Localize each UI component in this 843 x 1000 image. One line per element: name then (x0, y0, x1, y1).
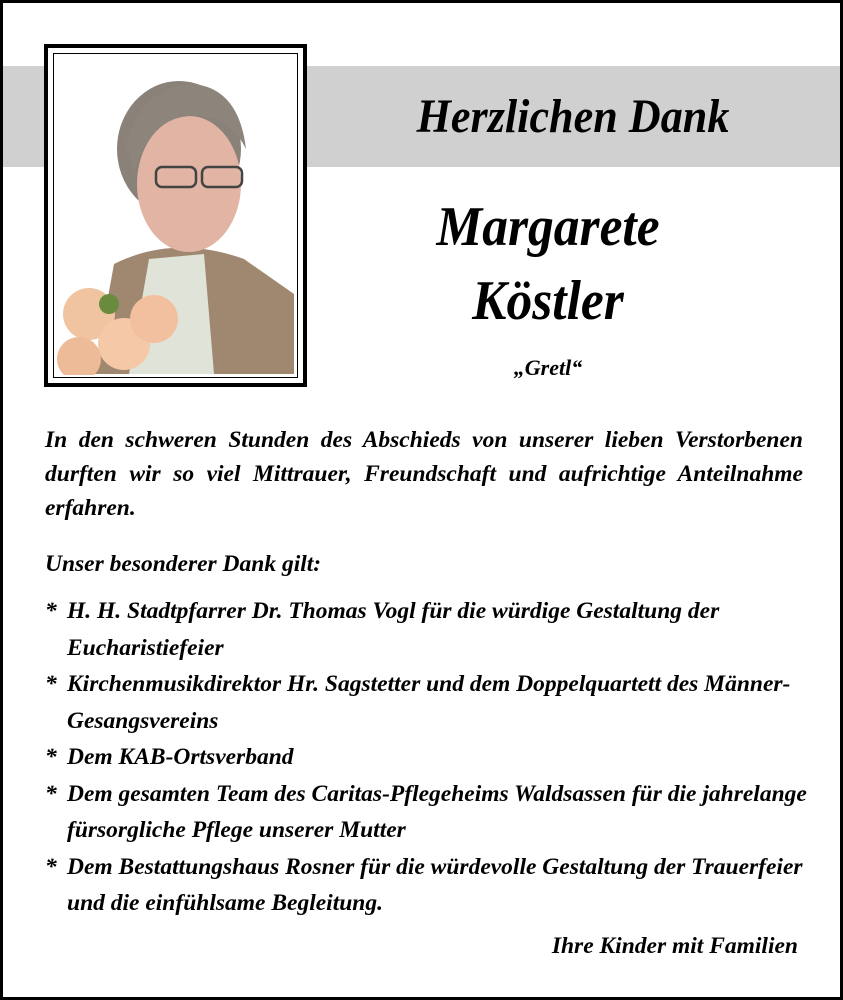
list-item-text: Kirchenmusikdirektor Hr. Sagstetter und dem Doppelquartett des Männer-Gesangsvereins (67, 671, 791, 734)
portrait-photo (53, 53, 298, 378)
list-item-text: H. H. Stadtpfarrer Dr. Thomas Vogl für die würdige Gestaltung der Eucharistiefeier (67, 598, 720, 661)
bullet: * (45, 598, 57, 624)
list-item-text: Dem Bestattungshaus Rosner für die würdevolle Gestaltung der Trauerfeier und die einfühlsame Begleitung. (67, 853, 803, 916)
thanks-list (45, 593, 815, 922)
list-item (45, 776, 815, 849)
thanks-intro: Unser besonderer Dank gilt: (45, 551, 322, 577)
thank-you-paragraph: In den schweren Stunden des Abschieds von unserer lieben Verstorbenen durften wir so viel Mittrauer, Freundschaft und aufrichtige Anteilnahme erfahren. (45, 427, 803, 521)
list-item-text: Dem gesamten Team des Caritas-Pflegeheims Waldsassen für die jahrelange fürsorgliche Pflege unserer Mutter (67, 780, 807, 843)
list-item (45, 666, 815, 739)
last-name: Köstler (472, 270, 624, 332)
nickname: „Gretl“ (513, 355, 583, 380)
list-item (45, 739, 815, 776)
portrait-frame (44, 44, 307, 387)
bullet: * (45, 744, 57, 770)
page-title: Herzlichen Dank (416, 90, 730, 143)
bullet: * (45, 671, 57, 697)
portrait-illustration (54, 54, 295, 375)
first-name: Margarete (436, 196, 660, 258)
list-item (45, 593, 815, 666)
signature: Ihre Kinder mit Familien (551, 933, 798, 959)
list-item-text: Dem KAB-Ortsverband (67, 744, 294, 770)
bullet: * (45, 780, 57, 807)
list-item (45, 849, 815, 922)
bullet: * (45, 853, 57, 880)
